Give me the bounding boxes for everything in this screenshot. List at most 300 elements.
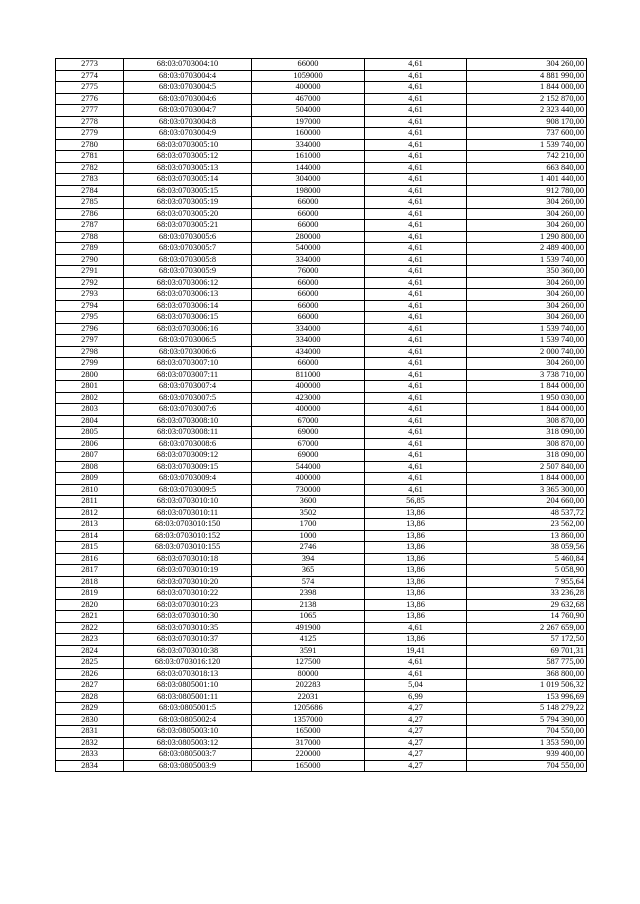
value-cell: 23 562,00	[467, 519, 587, 531]
rate-cell: 4,61	[365, 438, 467, 450]
row-number-cell: 2815	[56, 542, 124, 554]
value-cell: 318 090,00	[467, 450, 587, 462]
table-row	[56, 335, 587, 347]
rate-cell: 4,27	[365, 726, 467, 738]
rate-cell: 4,61	[365, 392, 467, 404]
row-number-cell: 2773	[56, 59, 124, 71]
cadastral-number-cell: 68:03:0805003:9	[124, 760, 252, 772]
table-row	[56, 300, 587, 312]
value-cell: 704 550,00	[467, 726, 587, 738]
table-row	[56, 657, 587, 669]
value-cell: 704 550,00	[467, 760, 587, 772]
area-cell: 1059000	[252, 70, 365, 82]
rate-cell: 4,61	[365, 484, 467, 496]
table-row	[56, 553, 587, 565]
area-cell: 574	[252, 576, 365, 588]
rate-cell: 13,86	[365, 530, 467, 542]
rate-cell: 13,86	[365, 507, 467, 519]
table-row	[56, 461, 587, 473]
cadastral-number-cell: 68:03:0703010:20	[124, 576, 252, 588]
row-number-cell: 2794	[56, 300, 124, 312]
row-number-cell: 2832	[56, 737, 124, 749]
rate-cell: 4,61	[365, 128, 467, 140]
value-cell: 2 323 440,00	[467, 105, 587, 117]
value-cell: 1 539 740,00	[467, 254, 587, 266]
rate-cell: 4,27	[365, 749, 467, 761]
area-cell: 540000	[252, 243, 365, 255]
row-number-cell: 2816	[56, 553, 124, 565]
value-cell: 1 353 590,00	[467, 737, 587, 749]
cadastral-number-cell: 68:03:0703009:5	[124, 484, 252, 496]
rate-cell: 13,86	[365, 634, 467, 646]
rate-cell: 6,99	[365, 691, 467, 703]
cadastral-number-cell: 68:03:0703004:5	[124, 82, 252, 94]
value-cell: 304 260,00	[467, 208, 587, 220]
rate-cell: 4,61	[365, 415, 467, 427]
cadastral-number-cell: 68:03:0703006:12	[124, 277, 252, 289]
cadastral-number-cell: 68:03:0703007:4	[124, 381, 252, 393]
cadastral-number-cell: 68:03:0703005:12	[124, 151, 252, 163]
rate-cell: 4,61	[365, 346, 467, 358]
table-row	[56, 404, 587, 416]
value-cell: 587 775,00	[467, 657, 587, 669]
rate-cell: 19,41	[365, 645, 467, 657]
cadastral-number-cell: 68:03:0703008:10	[124, 415, 252, 427]
row-number-cell: 2788	[56, 231, 124, 243]
cadastral-number-cell: 68:03:0805001:5	[124, 703, 252, 715]
table-row	[56, 346, 587, 358]
cadastral-number-cell: 68:03:0703010:150	[124, 519, 252, 531]
row-number-cell: 2811	[56, 496, 124, 508]
cadastral-number-cell: 68:03:0805003:10	[124, 726, 252, 738]
rate-cell: 4,61	[365, 427, 467, 439]
cadastral-number-cell: 68:03:0703006:5	[124, 335, 252, 347]
value-cell: 350 360,00	[467, 266, 587, 278]
area-cell: 66000	[252, 277, 365, 289]
cadastral-number-cell: 68:03:0703010:22	[124, 588, 252, 600]
row-number-cell: 2823	[56, 634, 124, 646]
table-row	[56, 749, 587, 761]
area-cell: 1700	[252, 519, 365, 531]
cadastral-number-cell: 68:03:0703010:152	[124, 530, 252, 542]
cadastral-number-cell: 68:03:0703010:18	[124, 553, 252, 565]
area-cell: 2398	[252, 588, 365, 600]
row-number-cell: 2826	[56, 668, 124, 680]
value-cell: 939 400,00	[467, 749, 587, 761]
cadastral-number-cell: 68:03:0703006:13	[124, 289, 252, 301]
area-cell: 67000	[252, 438, 365, 450]
row-number-cell: 2797	[56, 335, 124, 347]
area-cell: 365	[252, 565, 365, 577]
value-cell: 304 260,00	[467, 312, 587, 324]
row-number-cell: 2781	[56, 151, 124, 163]
row-number-cell: 2822	[56, 622, 124, 634]
cadastral-number-cell: 68:03:0703005:8	[124, 254, 252, 266]
rate-cell: 4,61	[365, 312, 467, 324]
row-number-cell: 2777	[56, 105, 124, 117]
value-cell: 304 260,00	[467, 277, 587, 289]
value-cell: 153 996,69	[467, 691, 587, 703]
area-cell: 66000	[252, 289, 365, 301]
area-cell: 66000	[252, 197, 365, 209]
area-cell: 811000	[252, 369, 365, 381]
row-number-cell: 2813	[56, 519, 124, 531]
rate-cell: 4,61	[365, 300, 467, 312]
area-cell: 161000	[252, 151, 365, 163]
cadastral-number-cell: 68:03:0703009:12	[124, 450, 252, 462]
table-row	[56, 496, 587, 508]
area-cell: 165000	[252, 760, 365, 772]
value-cell: 912 780,00	[467, 185, 587, 197]
rate-cell: 4,61	[365, 254, 467, 266]
value-cell: 13 860,00	[467, 530, 587, 542]
value-cell: 5 460,84	[467, 553, 587, 565]
table-row	[56, 450, 587, 462]
cadastral-number-cell: 68:03:0703005:9	[124, 266, 252, 278]
area-cell: 1065	[252, 611, 365, 623]
cadastral-number-cell: 68:03:0703004:8	[124, 116, 252, 128]
rate-cell: 4,61	[365, 197, 467, 209]
cadastral-number-cell: 68:03:0703008:6	[124, 438, 252, 450]
row-number-cell: 2812	[56, 507, 124, 519]
value-cell: 1 844 000,00	[467, 473, 587, 485]
rate-cell: 4,61	[365, 162, 467, 174]
area-cell: 144000	[252, 162, 365, 174]
row-number-cell: 2810	[56, 484, 124, 496]
row-number-cell: 2778	[56, 116, 124, 128]
rate-cell: 4,61	[365, 231, 467, 243]
cadastral-number-cell: 68:03:0703007:6	[124, 404, 252, 416]
row-number-cell: 2819	[56, 588, 124, 600]
table-row	[56, 254, 587, 266]
cadastral-number-cell: 68:03:0703010:38	[124, 645, 252, 657]
table-row	[56, 70, 587, 82]
rate-cell: 4,61	[365, 369, 467, 381]
value-cell: 38 059,56	[467, 542, 587, 554]
table-row	[56, 530, 587, 542]
cadastral-number-cell: 68:03:0703005:20	[124, 208, 252, 220]
table-row	[56, 381, 587, 393]
table-row	[56, 576, 587, 588]
row-number-cell: 2792	[56, 277, 124, 289]
value-cell: 57 172,50	[467, 634, 587, 646]
table-row	[56, 82, 587, 94]
table-row	[56, 484, 587, 496]
row-number-cell: 2774	[56, 70, 124, 82]
cadastral-number-cell: 68:03:0703005:13	[124, 162, 252, 174]
value-cell: 308 870,00	[467, 415, 587, 427]
row-number-cell: 2831	[56, 726, 124, 738]
rate-cell: 13,86	[365, 565, 467, 577]
cadastral-number-cell: 68:03:0703005:7	[124, 243, 252, 255]
row-number-cell: 2829	[56, 703, 124, 715]
table-row	[56, 93, 587, 105]
rate-cell: 4,61	[365, 404, 467, 416]
value-cell: 1 539 740,00	[467, 335, 587, 347]
value-cell: 5 794 390,00	[467, 714, 587, 726]
rate-cell: 4,61	[365, 70, 467, 82]
rate-cell: 5,04	[365, 680, 467, 692]
rate-cell: 13,86	[365, 519, 467, 531]
row-number-cell: 2785	[56, 197, 124, 209]
rate-cell: 4,61	[365, 185, 467, 197]
rate-cell: 56,85	[365, 496, 467, 508]
area-cell: 544000	[252, 461, 365, 473]
cadastral-number-cell: 68:03:0703010:19	[124, 565, 252, 577]
table-row	[56, 645, 587, 657]
row-number-cell: 2775	[56, 82, 124, 94]
area-cell: 198000	[252, 185, 365, 197]
table-row	[56, 415, 587, 427]
table-row	[56, 105, 587, 117]
rate-cell: 13,86	[365, 599, 467, 611]
cadastral-number-cell: 68:03:0703016:120	[124, 657, 252, 669]
rate-cell: 13,86	[365, 553, 467, 565]
row-number-cell: 2790	[56, 254, 124, 266]
table-row	[56, 312, 587, 324]
value-cell: 5 148 279,22	[467, 703, 587, 715]
rate-cell: 4,27	[365, 714, 467, 726]
area-cell: 220000	[252, 749, 365, 761]
area-cell: 69000	[252, 427, 365, 439]
table-row	[56, 611, 587, 623]
cadastral-number-cell: 68:03:0703006:15	[124, 312, 252, 324]
rate-cell: 4,61	[365, 105, 467, 117]
value-cell: 7 955,64	[467, 576, 587, 588]
rate-cell: 4,61	[365, 473, 467, 485]
area-cell: 730000	[252, 484, 365, 496]
row-number-cell: 2787	[56, 220, 124, 232]
area-cell: 304000	[252, 174, 365, 186]
table-row	[56, 289, 587, 301]
area-cell: 334000	[252, 335, 365, 347]
area-cell: 66000	[252, 312, 365, 324]
area-cell: 280000	[252, 231, 365, 243]
area-cell: 76000	[252, 266, 365, 278]
row-number-cell: 2783	[56, 174, 124, 186]
value-cell: 1 539 740,00	[467, 323, 587, 335]
cadastral-number-cell: 68:03:0805001:11	[124, 691, 252, 703]
table-row	[56, 438, 587, 450]
cadastral-number-cell: 68:03:0703018:13	[124, 668, 252, 680]
rate-cell: 4,61	[365, 116, 467, 128]
rate-cell: 4,61	[365, 668, 467, 680]
value-cell: 4 881 990,00	[467, 70, 587, 82]
area-cell: 334000	[252, 139, 365, 151]
row-number-cell: 2776	[56, 93, 124, 105]
table-row	[56, 542, 587, 554]
cadastral-number-cell: 68:03:0703004:4	[124, 70, 252, 82]
cadastral-number-cell: 68:03:0703004:7	[124, 105, 252, 117]
cadastral-number-cell: 68:03:0703009:15	[124, 461, 252, 473]
cadastral-number-cell: 68:03:0805003:7	[124, 749, 252, 761]
row-number-cell: 2802	[56, 392, 124, 404]
cadastral-number-cell: 68:03:0703009:4	[124, 473, 252, 485]
value-cell: 5 058,90	[467, 565, 587, 577]
table-row	[56, 220, 587, 232]
row-number-cell: 2799	[56, 358, 124, 370]
table-row	[56, 277, 587, 289]
area-cell: 160000	[252, 128, 365, 140]
row-number-cell: 2827	[56, 680, 124, 692]
row-number-cell: 2800	[56, 369, 124, 381]
cadastral-number-cell: 68:03:0703010:10	[124, 496, 252, 508]
table-row	[56, 243, 587, 255]
row-number-cell: 2784	[56, 185, 124, 197]
rate-cell: 4,61	[365, 358, 467, 370]
cadastral-number-cell: 68:03:0703005:15	[124, 185, 252, 197]
row-number-cell: 2793	[56, 289, 124, 301]
table-row	[56, 714, 587, 726]
row-number-cell: 2821	[56, 611, 124, 623]
cadastral-number-cell: 68:03:0703010:11	[124, 507, 252, 519]
row-number-cell: 2820	[56, 599, 124, 611]
row-number-cell: 2803	[56, 404, 124, 416]
area-cell: 334000	[252, 323, 365, 335]
value-cell: 318 090,00	[467, 427, 587, 439]
area-cell: 3591	[252, 645, 365, 657]
rate-cell: 4,61	[365, 93, 467, 105]
row-number-cell: 2791	[56, 266, 124, 278]
rate-cell: 4,61	[365, 220, 467, 232]
area-cell: 67000	[252, 415, 365, 427]
row-number-cell: 2782	[56, 162, 124, 174]
cadastral-number-cell: 68:03:0703005:10	[124, 139, 252, 151]
row-number-cell: 2780	[56, 139, 124, 151]
value-cell: 1 290 800,00	[467, 231, 587, 243]
area-cell: 66000	[252, 300, 365, 312]
cadastral-number-cell: 68:03:0703006:16	[124, 323, 252, 335]
table-row	[56, 726, 587, 738]
rate-cell: 4,61	[365, 174, 467, 186]
area-cell: 3502	[252, 507, 365, 519]
rate-cell: 13,86	[365, 542, 467, 554]
row-number-cell: 2804	[56, 415, 124, 427]
value-cell: 1 844 000,00	[467, 404, 587, 416]
row-number-cell: 2786	[56, 208, 124, 220]
value-cell: 2 489 400,00	[467, 243, 587, 255]
table-row	[56, 427, 587, 439]
row-number-cell: 2806	[56, 438, 124, 450]
cadastral-number-cell: 68:03:0703007:11	[124, 369, 252, 381]
cadastral-number-cell: 68:03:0703005:6	[124, 231, 252, 243]
rate-cell: 4,27	[365, 703, 467, 715]
table-row	[56, 59, 587, 71]
value-cell: 3 738 710,00	[467, 369, 587, 381]
value-cell: 14 760,90	[467, 611, 587, 623]
rate-cell: 4,61	[365, 243, 467, 255]
row-number-cell: 2824	[56, 645, 124, 657]
value-cell: 368 800,00	[467, 668, 587, 680]
table-row	[56, 392, 587, 404]
value-cell: 1 950 030,00	[467, 392, 587, 404]
row-number-cell: 2807	[56, 450, 124, 462]
value-cell: 304 260,00	[467, 300, 587, 312]
table-row	[56, 151, 587, 163]
rate-cell: 4,61	[365, 266, 467, 278]
cadastral-number-cell: 68:03:0703004:6	[124, 93, 252, 105]
cadastral-number-cell: 68:03:0703010:155	[124, 542, 252, 554]
value-cell: 742 210,00	[467, 151, 587, 163]
area-cell: 22031	[252, 691, 365, 703]
value-cell: 204 660,00	[467, 496, 587, 508]
table-row	[56, 128, 587, 140]
table-row	[56, 703, 587, 715]
area-cell: 3600	[252, 496, 365, 508]
rate-cell: 4,61	[365, 151, 467, 163]
value-cell: 908 170,00	[467, 116, 587, 128]
area-cell: 1205686	[252, 703, 365, 715]
cadastral-number-cell: 68:03:0703004:10	[124, 59, 252, 71]
table-row	[56, 634, 587, 646]
table-row	[56, 358, 587, 370]
table-row	[56, 519, 587, 531]
value-cell: 69 701,31	[467, 645, 587, 657]
value-cell: 304 260,00	[467, 289, 587, 301]
value-cell: 304 260,00	[467, 197, 587, 209]
area-cell: 400000	[252, 473, 365, 485]
row-number-cell: 2789	[56, 243, 124, 255]
area-cell: 66000	[252, 208, 365, 220]
row-number-cell: 2833	[56, 749, 124, 761]
cadastral-number-cell: 68:03:0703004:9	[124, 128, 252, 140]
area-cell: 467000	[252, 93, 365, 105]
row-number-cell: 2814	[56, 530, 124, 542]
area-cell: 491900	[252, 622, 365, 634]
table-body	[56, 59, 587, 772]
row-number-cell: 2830	[56, 714, 124, 726]
rate-cell: 4,27	[365, 737, 467, 749]
area-cell: 2746	[252, 542, 365, 554]
rate-cell: 4,61	[365, 335, 467, 347]
rate-cell: 4,61	[365, 381, 467, 393]
cadastral-number-cell: 68:03:0703010:23	[124, 599, 252, 611]
table-row	[56, 680, 587, 692]
area-cell: 66000	[252, 59, 365, 71]
table-row	[56, 565, 587, 577]
rate-cell: 4,61	[365, 289, 467, 301]
cadastral-number-cell: 68:03:0703005:14	[124, 174, 252, 186]
rate-cell: 13,86	[365, 588, 467, 600]
row-number-cell: 2779	[56, 128, 124, 140]
row-number-cell: 2808	[56, 461, 124, 473]
area-cell: 66000	[252, 220, 365, 232]
value-cell: 304 260,00	[467, 59, 587, 71]
cadastral-number-cell: 68:03:0703010:35	[124, 622, 252, 634]
rate-cell: 4,61	[365, 323, 467, 335]
value-cell: 737 600,00	[467, 128, 587, 140]
value-cell: 2 267 659,00	[467, 622, 587, 634]
rate-cell: 4,61	[365, 82, 467, 94]
area-cell: 317000	[252, 737, 365, 749]
value-cell: 1 539 740,00	[467, 139, 587, 151]
value-cell: 1 019 506,32	[467, 680, 587, 692]
table-row	[56, 760, 587, 772]
area-cell: 434000	[252, 346, 365, 358]
row-number-cell: 2828	[56, 691, 124, 703]
table-row	[56, 231, 587, 243]
rate-cell: 13,86	[365, 611, 467, 623]
area-cell: 400000	[252, 404, 365, 416]
row-number-cell: 2809	[56, 473, 124, 485]
cadastral-number-cell: 68:03:0703005:19	[124, 197, 252, 209]
value-cell: 3 365 300,00	[467, 484, 587, 496]
cadastral-number-cell: 68:03:0703007:10	[124, 358, 252, 370]
table-row	[56, 588, 587, 600]
area-cell: 400000	[252, 381, 365, 393]
row-number-cell: 2795	[56, 312, 124, 324]
area-cell: 2138	[252, 599, 365, 611]
